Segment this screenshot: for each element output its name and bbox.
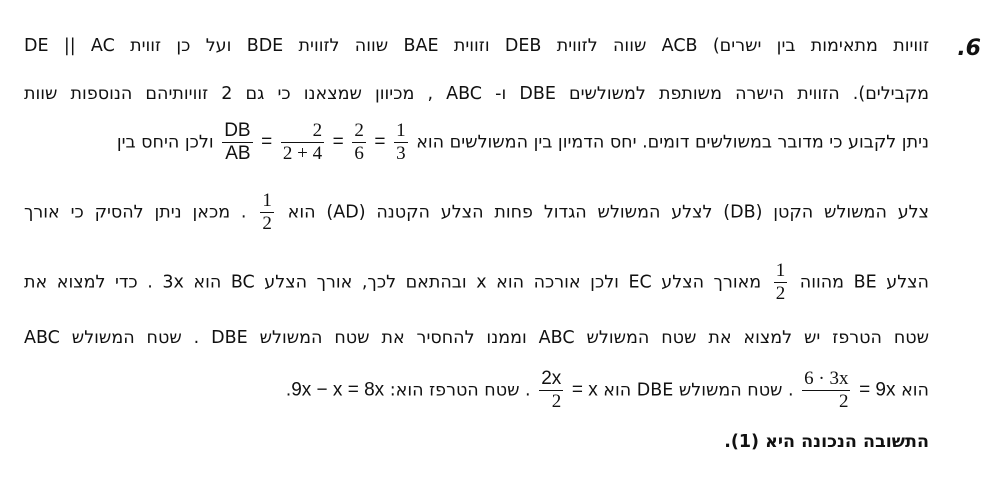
fraction-area-abc: $\frac{6 \cdot 3x}{2}$ (804, 368, 849, 412)
text-line-6: שטח הטרפז יש למצוא את שטח המשולש ABC וממנו להחסיר את שטח המשולש DBE . שטח המשולש ABC (24, 328, 930, 348)
trapezoid-area: .9x − x = 8x (285, 379, 385, 401)
fraction-db-ab: $\frac{DB}{AB}$ (224, 120, 251, 164)
text-line-7 (24, 368, 929, 413)
line5-tail: מאורך הצלע EC ולכן אורכה הוא x ובהתאם לכך, אורך הצלע BC הוא 3x . כדי למצוא את (24, 272, 762, 293)
fraction-2-over-6: $\frac{2}{6}$ (354, 120, 364, 164)
fraction-area-dbe: $\frac{2x}{2}$ (541, 368, 562, 412)
question-number: .6 (957, 36, 981, 61)
answer-line: התשובה הנכונה היא (1). (724, 432, 929, 452)
line7-mid2: . שטח הטרפז הוא: (389, 380, 531, 401)
line7-head: הוא (901, 380, 929, 401)
line3-tail: ולכן היחס בין (116, 132, 214, 153)
fraction-1-over-3: $\frac{1}{3}$ (396, 120, 406, 164)
fraction-half-2: $\frac{1}{2}$ (775, 260, 786, 304)
line4-text: צלע המשולש הקטן (DB) לצלע המשולש הגדול פחות הצלע הקטנה (AD) הוא (287, 202, 929, 223)
line7-mid1: . שטח המשולש DBE הוא (603, 380, 794, 401)
fraction-half: $\frac{1}{2}$ (262, 190, 272, 234)
line3-text: ניתן לקבוע כי מדובר במשולשים דומים. יחס הדמיון בין המשולשים הוא (416, 132, 929, 153)
text-line-2: מקבילים). הזווית הישרה משותפת למשולשים DBE ו- ABC , מכיוון שמצאנו כי גם 2 זוויותיהם הנוספות שוות (24, 84, 929, 104)
similarity-ratio-expression: $\frac{DB}{AB}$ = $\frac{2}{2 + 4}$ = $\frac{2}{6}$ = $\frac{1}{3}$ (224, 120, 406, 164)
text-line-1: DE || AC ועל כן זווית BDE שווה לזווית BAE וזווית DEB שווה לזווית ACB (זוויות מתאימות בין ישרים (24, 36, 930, 56)
line4-tail: . מכאן ניתן להסיק כי אורך (24, 202, 247, 223)
text-line-4 (24, 190, 929, 235)
area-abc-expression: $\frac{6 \cdot 3x}{2}$ = 9x (804, 368, 896, 412)
text-line-5 (24, 260, 929, 305)
line5-head: הצלע BE מהווה (799, 272, 929, 293)
area-dbe-expression: $\frac{2x}{2}$ = x (541, 368, 598, 412)
fraction-2-over-6sum: $\frac{2}{2 + 4}$ (282, 120, 323, 164)
text-line-3 (24, 120, 929, 165)
